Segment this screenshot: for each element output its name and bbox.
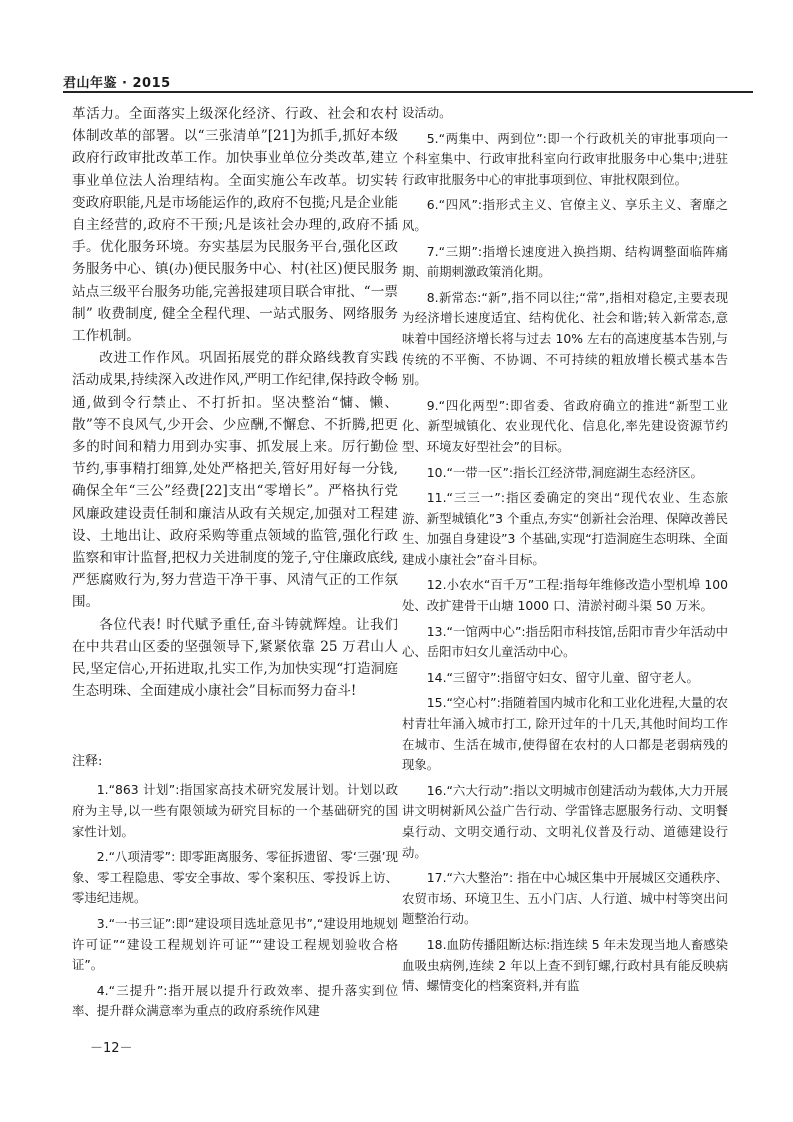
note-item: 12.小农水“百千万”工程:指每年维修改造小型机埠 100 处、改扩建骨干山塘 1000 口、清淤衬砌斗渠 50 万米。 <box>402 577 728 614</box>
note-item: 5.“两集中、两到位”:即一个行政机关的审批事项向一个科室集中、行政审批科室向行政审批服务中心集中;进驻行政审批服务中心的审批事项到位、审批权限到位。 <box>402 130 728 187</box>
left-column <box>72 103 398 1027</box>
note-item: 13.“一馆两中心”:指岳阳市科技馆,岳阳市青少年活动中心、岳阳市妇女儿童活动中心。 <box>402 623 728 660</box>
body-paragraph: 改进工作作风。巩固拓展党的群众路线教育实践活动成果,持续深入改进作风,严明工作纪律,保持政令畅通,做到令行禁止、不打折扣。坚决整治“慵、懒、散”等不良风气,少开会、少应酬,不懈怠、不折腾,把更多的时间和精力用到办实事、抓发展上来。厉行勤俭节约,事事精打细算,处处严格把关,管好用好每一分钱,确保全年“三公”经费[22]支出“零增长”。严格执行党风廉政建设责任制和廉洁从政有关规定,加强对工程建设、土地出让、政府采购等重点领域的监管,强化行政监察和审计监督,把权力关进制度的笼子,守住廉政底线,严惩腐败行为,努力营造干净干事、风清气正的工作氛围。 <box>72 350 398 611</box>
header-divider <box>63 91 753 93</box>
note-item: 3.“一书三证”:即“建设项目选址意见书”,“建设用地规划许可证”“建设工程规划许可证”“建设工程规划验收合格证”。 <box>72 916 398 973</box>
note-item: 8.新常态:“新”,指不同以往;“常”,指相对稳定,主要表现为经济增长速度适宜、结构优化、社会和谐;转入新常态,意味着中国经济增长将与过去 10% 左右的高速度基本告别,与传统的不平衡、不协调、不可持续的粗放增长模式基本告别。 <box>402 289 728 388</box>
right-column <box>402 103 728 1002</box>
yearbook-header-title: 君山年鉴 · 2015 <box>63 76 171 91</box>
note-item: 11.“三三一”:指区委确定的突出“现代农业、生态旅游、新型城镇化”3 个重点,夯实“创新社会治理、保障改善民生、加强自身建设”3 个基础,实现“打造洞庭生态明珠、全面建成小康社会”奋斗目标。 <box>402 490 728 567</box>
note-item: 2.“八项清零”: 即零距离服务、零征拆遗留、零‘三强’现象、零工程隐患、零安全事故、零个案积压、零投诉上访、零违纪违规。 <box>72 849 398 906</box>
note-item: 4.“三提升”:指开展以提升行政效率、提升落实到位率、提升群众满意率为重点的政府系统作风建 <box>72 982 398 1019</box>
note-item: 16.“六大行动”:指以文明城市创建活动为载体,大力开展讲文明树新风公益广告行动、学雷锋志愿服务行动、文明餐桌行动、文明交通行动、文明礼仪普及行动、道德建设行动。 <box>402 782 728 860</box>
page-number: －12－ <box>90 1041 133 1056</box>
body-paragraph: 各位代表! 时代赋予重任,奋斗铸就辉煌。让我们在中共君山区委的坚强领导下,紧紧依靠 25 万君山人民,坚定信心,开拓进取,扎实工作,为加快实现“打造洞庭生态明珠、全面建成小康社会”目标而努力奋斗! <box>72 616 398 700</box>
note-item: 10.“一带一区”:指长江经济带,洞庭湖生态经济区。 <box>426 464 703 480</box>
note-item: 14.“三留守”:指留守妇女、留守儿童、留守老人。 <box>426 669 699 685</box>
notes-heading: 注释: <box>72 754 103 770</box>
note-item: 1.“863 计划”:指国家高技术研究发展计划。计划以政府为主导,以一些有限领域为研究目标的一个基础研究的国家性计划。 <box>72 782 398 839</box>
note-item: 18.血防传播阻断达标:指连续 5 年未发现当地人畜感染血吸虫病例,连续 2 年以上查不到钉螺,行政村具有能反映病情、螺情变化的档案资料,并有监 <box>402 936 728 994</box>
note-item: 6.“四风”:指形式主义、官僚主义、享乐主义、奢靡之风。 <box>402 197 728 233</box>
note-item: 7.“三期”:指增长速度进入换挡期、结构调整面临阵痛期、前期刺激政策消化期。 <box>402 243 728 280</box>
note-continuation: 设活动。 <box>402 105 452 120</box>
note-item: 17.“六大整治”: 指在中心城区集中开展城区交通秩序、农贸市场、环境卫生、五小门店、人行道、城中村等突出问题整治行动。 <box>402 870 728 927</box>
body-paragraph: 革活力。全面落实上级深化经济、行政、社会和农村体制改革的部署。以“三张清单”[21]为抓手,抓好本级政府行政审批改革工作。加快事业单位分类改革,建立事业单位法人治理结构。全面实施公车改革。切实转变政府职能,凡是市场能运作的,政府不包揽;凡是企业能自主经营的,政府不干预;凡是该社会办理的,政府不插手。优化服务环境。夯实基层为民服务平台,强化区政务服务中心、镇(办)便民服务中心、村(社区)便民服务站点三级平台服务功能,完善报建项目联合审批、“一票制” 收费制度, 健全全程代理、一站式服务、网络服务工作机制。 <box>72 106 398 345</box>
note-item: 15.“空心村”:指随着国内城市化和工业化进程,大量的农村青壮年涌入城市打工, 除开过年的十几天,其他时间均工作在城市、生活在城市,使得留在农村的人口都是老弱病残的现象。 <box>402 695 728 773</box>
note-item: 9.“四化两型”:即省委、省政府确立的推进“新型工业化、新型城镇化、农业现代化、信息化,率先建设资源节约型、环境友好型社会”的目标。 <box>402 397 728 454</box>
